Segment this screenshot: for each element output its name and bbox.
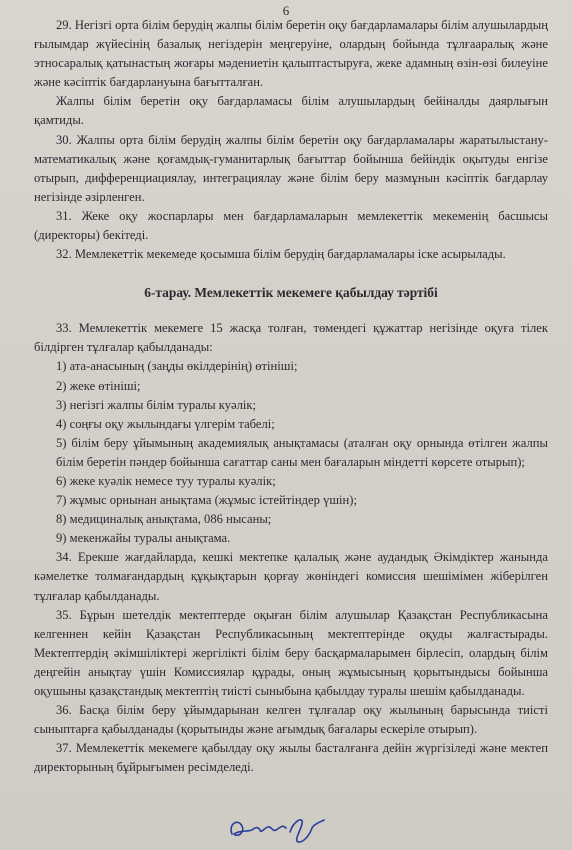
list-item: 7) жұмыс орнынан анықтама (жұмыс істейтіндер үшін); — [56, 493, 357, 508]
paragraph-33: 33. Мемлекеттік мекемеге 15 жасқа толған, төмендегі құжаттар негізінде оқуға тілек білдірген тұлғалар қабылданады: — [34, 321, 548, 355]
paragraph-36: 36. Басқа білім беру ұйымдарынан келген тұлғалар оқу жылының барысында тиісті сыныптарға қабылданады (қорытынды және ағымдық бағалары ескеріле отырып). — [34, 703, 548, 737]
paragraph-29-note: Жалпы білім беретін оқу бағдарламасы білім алушылардың бейіналды даярлығын қамтиды. — [34, 94, 548, 128]
document-body — [34, 16, 548, 777]
list-item: 8) медициналық анықтама, 086 нысаны; — [56, 512, 272, 527]
paragraph-31: 31. Жеке оқу жоспарлары мен бағдарламаларын мемлекеттік мекеменің басшысы (директоры) бекітеді. — [34, 208, 548, 243]
list-item: 6) жеке куәлік немесе туу туралы куәлік; — [56, 473, 276, 488]
paragraph-29: 29. Негізгі орта білім берудің жалпы білім беретін оқу бағдарламалары білім алушылардың ғылымдар жүйесінің базалық негіздерін меңгеруіне, олардың бойында тұлғааралық және этносаралық қатынастың жоғары мәдениетін қалыптастыруға, жеке адамның өзін-өзі билеуіне және кәсіптік бағдарлануына бағытталған. — [34, 18, 548, 90]
paragraph-30: 30. Жалпы орта білім берудің жалпы білім беретін оқу бағдарламалары жаратылыстану-математикалық және қоғамдық-гуманитарлық бағыттар бойынша бейіндік оқытуды енгізе отырып, дифференциациялау, интеграциялау және білім беру мазмұнын кәсіптік бағдарлау негізінде әзірленген. — [34, 132, 548, 204]
list-item: 9) мекенжайы туралы анықтама. — [56, 531, 231, 546]
list-item: 1) ата-анасының (заңды өкілдерінің) өтініші; — [56, 359, 298, 374]
paragraph-32: 32. Мемлекеттік мекемеде қосымша білім берудің бағдарламалары іске асырылады. — [56, 247, 506, 262]
paragraph-37: 37. Мемлекеттік мекемеге қабылдау оқу жылы басталғанға дейін жүргізіледі және мектеп директорының бұйрығымен ресімделеді. — [34, 741, 548, 775]
paragraph-35: 35. Бұрын шетелдік мектептерде оқыған білім алушылар Қазақстан Республикасына келгеннен кейін Қазақстан Республикасының мектептерінде оқуды жалғастырады. Мектептердің әкімшіліктері жергілікті білім беру басқармаларымен бірлесіп, олардың білім деңгейін анықтау үшін Комиссиялар құрады, оның жұмысының қорытындысы бойынша оқушыны қазақстандық мектептің тиісті сыныбына қабылдау туралы шешім қабылданады. — [34, 607, 548, 698]
list-item: 5) білім беру ұйымының академиялық анықтамасы (аталған оқу орнында өтілген жалпы білім беретін пәндер бойынша сағаттар саны мен бағаларын міндетті көрсете отырып); — [56, 435, 548, 469]
chapter-heading: 6-тарау. Мемлекеттік мекемеге қабылдау тәртібі — [144, 285, 438, 301]
page-number: 6 — [282, 3, 290, 18]
list-item: 2) жеке өтініші; — [56, 378, 141, 393]
paragraph-34: 34. Ерекше жағдайларда, кешкі мектепке қалалық және аудандық Әкімдіктер жанында кәмелетке толмағандардың құқықтарын қорғау жөніндегі комиссия шешімімен жіберілген тұлғалар қабылданады. — [34, 550, 548, 603]
handwritten-signature — [224, 810, 334, 846]
list-item: 3) негізгі жалпы білім туралы куәлік; — [56, 397, 257, 412]
list-item: 4) соңғы оқу жылындағы үлгерім табелі; — [56, 416, 275, 431]
